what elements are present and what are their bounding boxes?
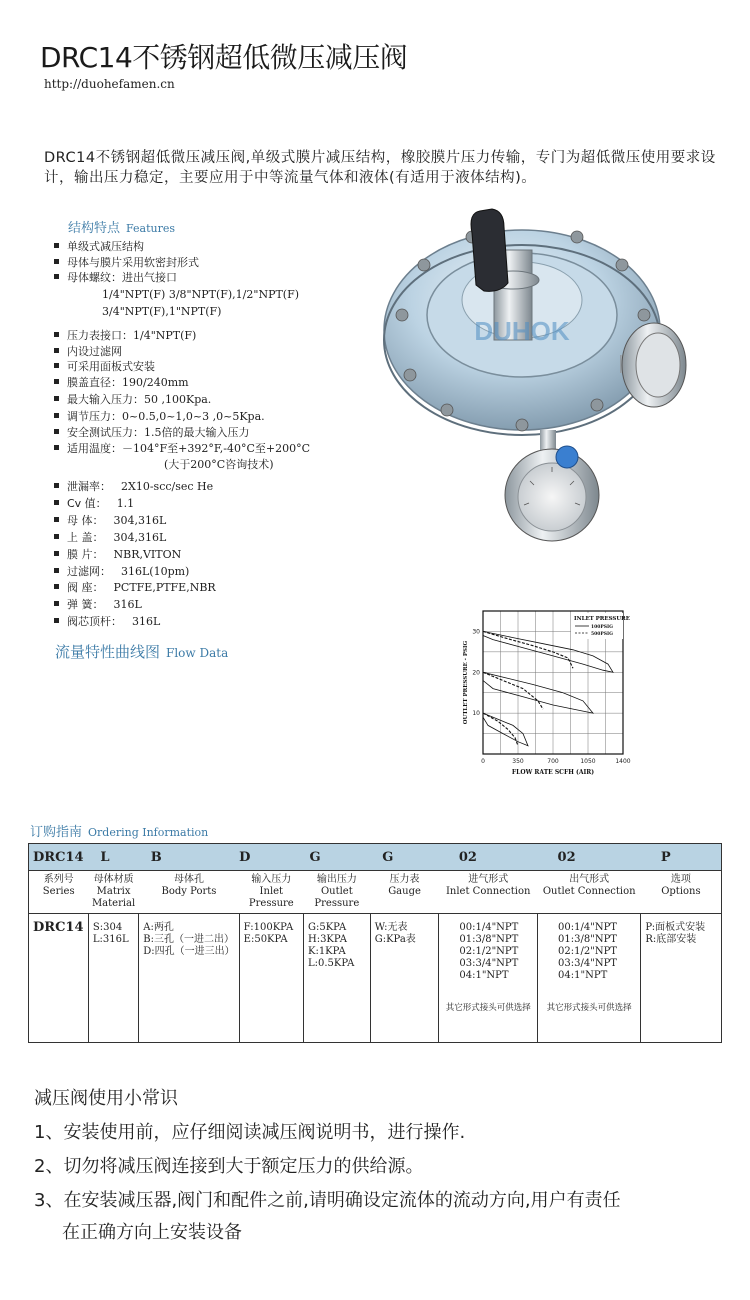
- feature-item: [54, 478, 213, 494]
- column-header-en: Outlet Pressure: [314, 886, 360, 909]
- column-header-en: Outlet Connection: [542, 886, 636, 897]
- legend-entry: 500PSIG: [591, 632, 613, 637]
- bullet-icon: [54, 445, 59, 450]
- connection-note: 其它形式接头可供选择: [546, 1003, 632, 1013]
- option-value: K:1KPA: [307, 946, 346, 957]
- feature-item: [54, 563, 189, 579]
- flow-chart: [455, 603, 655, 783]
- outlet-pressure-cell: [303, 914, 370, 1043]
- bullet-icon: [54, 363, 59, 368]
- bolt: [638, 309, 650, 321]
- column-header: [370, 871, 439, 914]
- column-header-cn: 进气形式: [468, 874, 509, 885]
- column-header-cn: 压力表: [389, 874, 420, 885]
- flow-heading-cn: 流量特性曲线图: [55, 643, 161, 661]
- code-cell: DRC14: [29, 844, 89, 871]
- option-value: 00:1/4"NPT: [558, 922, 617, 933]
- bolt: [571, 231, 583, 243]
- option-value: 03:3/4"NPT: [459, 958, 519, 969]
- tips-title: 减压阀使用小常识: [34, 1088, 178, 1109]
- feature-item: [54, 254, 199, 270]
- bullet-icon: [54, 517, 59, 522]
- legend-title: INLET PRESSURE: [574, 616, 630, 622]
- feature-item: [54, 579, 216, 595]
- feature-label: 安全测试压力：: [67, 426, 144, 439]
- feature-value: PCTFE,PTFE,NBR: [113, 581, 216, 594]
- feature-value: 316L(10pm): [121, 565, 190, 578]
- feature-item: [54, 529, 166, 545]
- code-cell: B: [139, 844, 239, 871]
- feature-item: [54, 358, 155, 374]
- feature-sub-line: (大于200°C咨询技术): [164, 458, 274, 471]
- y-tick-label: 30: [472, 628, 480, 636]
- column-header: [641, 871, 722, 914]
- series-value: DRC14: [33, 920, 84, 935]
- feature-label: 膜盖直径：: [67, 376, 122, 389]
- inlet-pressure-cell: [239, 914, 303, 1043]
- bolt: [396, 309, 408, 321]
- column-header-cn: 母体材质: [93, 874, 134, 885]
- column-header-cn: 母体孔: [173, 874, 204, 885]
- feature-item: [54, 269, 177, 285]
- feature-value: NBR,VITON: [113, 548, 182, 561]
- column-header-en: Inlet Pressure: [248, 886, 294, 909]
- feature-sub-line: 1/4"NPT(F) 3/8"NPT(F),1/2"NPT(F): [102, 288, 300, 301]
- material-cell: [88, 914, 138, 1043]
- feature-value: 316L: [132, 615, 161, 628]
- feature-value: 2X10-scc/sec He: [121, 480, 214, 493]
- option-value: G:5KPA: [307, 922, 347, 933]
- page-title: DRC14不锈钢超低微压减压阀: [40, 41, 408, 74]
- option-value: P:面板式安装: [645, 922, 706, 933]
- feature-item: [54, 424, 250, 440]
- flow-heading-en: Flow Data: [166, 646, 229, 660]
- column-header-en: Gauge: [388, 886, 421, 897]
- feature-label: 可采用面板式安装: [67, 360, 155, 373]
- outlet-connection-cell: [538, 914, 641, 1043]
- column-header: [239, 871, 303, 914]
- code-cell: G: [370, 844, 439, 871]
- code-cell: 02: [538, 844, 641, 871]
- inlet-connection-cell: [439, 914, 538, 1043]
- values-row: [29, 914, 722, 1043]
- feature-label: 母体螺纹：进出气接口: [67, 271, 177, 284]
- website-url[interactable]: http://duohefamen.cn: [44, 77, 175, 91]
- feature-item: [54, 512, 166, 528]
- column-header-en: Options: [661, 886, 701, 897]
- feature-value: 1.5倍的最大输入压力: [144, 426, 250, 439]
- tip-line: 3、在安装减压器,阀门和配件之前,请明确设定流体的流动方向,用户有责任: [34, 1190, 621, 1211]
- option-value: W:无表: [374, 922, 408, 933]
- bullet-icon: [54, 348, 59, 353]
- x-tick-label: 0: [481, 758, 485, 765]
- tip-line: 1、安装使用前，应仔细阅读减压阀说明书，进行操作.: [34, 1122, 466, 1143]
- bullet-icon: [54, 500, 59, 505]
- feature-value: 0~0.5,0~1,0~3 ,0~5Kpa.: [122, 410, 265, 423]
- ordering-heading: [30, 821, 208, 840]
- bullet-icon: [54, 534, 59, 539]
- code-cell: P: [641, 844, 722, 871]
- gauge-cell: [370, 914, 439, 1043]
- feature-value: 316L: [113, 598, 142, 611]
- bullet-icon: [54, 429, 59, 434]
- feature-label: 泄漏率：: [67, 480, 111, 493]
- code-cell: G: [303, 844, 370, 871]
- header-row: [29, 871, 722, 914]
- feature-label: 单级式减压结构: [67, 240, 144, 253]
- feature-item: [54, 495, 134, 511]
- features-heading-en: Features: [126, 222, 176, 235]
- feature-value: －104°F至+392°F,-40°C至+200°C: [122, 442, 311, 455]
- code-cell: L: [88, 844, 138, 871]
- feature-item: [54, 391, 211, 407]
- feature-value: 304,316L: [113, 531, 167, 544]
- ordering-heading-en: Ordering Information: [88, 826, 209, 839]
- bolt: [441, 404, 453, 416]
- usage-tips: [34, 1083, 621, 1249]
- flow-data-heading: [55, 641, 228, 662]
- bullet-icon: [54, 551, 59, 556]
- y-tick-label: 10: [472, 710, 480, 718]
- column-header-cn: 选项: [670, 874, 691, 885]
- bullet-icon: [54, 601, 59, 606]
- bolt: [418, 259, 430, 271]
- option-value: 04:1"NPT: [558, 970, 608, 981]
- column-header-en: Body Ports: [161, 886, 217, 897]
- bullet-icon: [54, 396, 59, 401]
- series-cell: [29, 914, 89, 1043]
- side-gauge-face: [636, 333, 680, 397]
- bullet-icon: [54, 243, 59, 248]
- bullet-icon: [54, 618, 59, 623]
- column-header: [439, 871, 538, 914]
- tip-line: 2、切勿将减压阀连接到大于额定压力的供给源。: [34, 1156, 424, 1177]
- column-header: [88, 871, 138, 914]
- feature-item: [54, 546, 181, 562]
- features-heading-cn: 结构特点: [68, 221, 121, 236]
- x-tick-label: 1050: [580, 758, 596, 765]
- option-value: 01:3/8"NPT: [459, 934, 519, 945]
- feature-label: 适用温度：: [67, 442, 122, 455]
- bolt: [516, 419, 528, 431]
- bullet-icon: [54, 274, 59, 279]
- x-tick-label: 700: [547, 758, 559, 765]
- feature-label: 阀芯顶杆：: [67, 615, 122, 628]
- option-value: H:3KPA: [307, 934, 347, 945]
- feature-label: 最大输入压力：: [67, 393, 144, 406]
- bullet-icon: [54, 584, 59, 589]
- feature-value: 304,316L: [113, 514, 167, 527]
- feature-value: 1/4"NPT(F): [133, 329, 197, 342]
- bullet-icon: [54, 483, 59, 488]
- bolt: [616, 259, 628, 271]
- feature-label: 过滤网：: [67, 565, 111, 578]
- feature-label: 母 体：: [67, 514, 104, 527]
- option-value: F:100KPA: [243, 922, 294, 933]
- option-value: 02:1/2"NPT: [558, 946, 617, 957]
- intro-paragraph: DRC14不锈钢超低微压减压阀,单级式膜片减压结构，橡胶膜片压力传输，专门为超低微压使用要求设计，输出压力稳定，主要应用于中等流量气体和液体(有适用于液体结构)。: [44, 150, 716, 186]
- gauge-fill-cap: [556, 446, 578, 468]
- feature-item: [54, 374, 189, 390]
- connection-note: 其它形式接头可供选择: [445, 1003, 531, 1013]
- option-value: B:三孔（一进二出）: [143, 934, 234, 945]
- series-line: [483, 631, 573, 668]
- feature-label: 母体与膜片采用软密封形式: [67, 256, 199, 269]
- regulator-product-image: [372, 205, 702, 550]
- tip-line: 在正确方向上安装设备: [62, 1222, 242, 1243]
- y-tick-label: 20: [472, 669, 480, 677]
- feature-label: 阀 座：: [67, 581, 104, 594]
- feature-label: 内设过滤网: [67, 345, 122, 358]
- option-value: 01:3/8"NPT: [558, 934, 617, 945]
- column-header: [139, 871, 239, 914]
- option-value: L:316L: [92, 934, 129, 945]
- features-heading: [68, 217, 175, 236]
- feature-label: 上 盖：: [67, 531, 104, 544]
- column-header-en: Matrix Material: [91, 886, 136, 909]
- ordering-heading-cn: 订购指南: [30, 825, 83, 840]
- feature-item: [54, 238, 144, 254]
- ports-cell: [139, 914, 239, 1043]
- bullet-icon: [54, 332, 59, 337]
- column-header-en: Inlet Connection: [445, 886, 531, 897]
- feature-item: [54, 327, 196, 343]
- ordering-table: [28, 843, 722, 1043]
- option-value: L:0.5KPA: [307, 958, 355, 969]
- column-header-cn: 输出压力: [316, 874, 357, 885]
- option-value: E:50KPA: [243, 934, 288, 945]
- feature-item: [54, 408, 265, 424]
- column-header-cn: 系列号: [43, 874, 74, 885]
- y-axis-label: OUTLET PRESSURE - PSIG: [463, 640, 469, 725]
- bullet-icon: [54, 568, 59, 573]
- column-header: [538, 871, 641, 914]
- feature-label: 弹 簧：: [67, 598, 104, 611]
- bottom-gauge-face: [518, 463, 586, 531]
- option-value: A:两孔: [143, 922, 174, 933]
- feature-label: 调节压力：: [67, 410, 122, 423]
- bullet-icon: [54, 413, 59, 418]
- option-value: 04:1"NPT: [459, 970, 509, 981]
- option-value: D:四孔（一进三出）: [143, 946, 235, 957]
- x-axis-label: FLOW RATE SCFH (AIR): [511, 769, 595, 776]
- series-line: [483, 713, 528, 746]
- watermark-text: DUHOK: [474, 316, 570, 346]
- x-tick-label: 1400: [615, 758, 631, 765]
- column-header: [303, 871, 370, 914]
- feature-label: 膜 片：: [67, 548, 104, 561]
- feature-value: 190/240mm: [122, 376, 189, 389]
- feature-item: [54, 596, 142, 612]
- adjust-knob: [471, 209, 508, 291]
- option-value: 00:1/4"NPT: [459, 922, 519, 933]
- column-header-cn: 输入压力: [251, 874, 292, 885]
- feature-value: 50 ,100Kpa.: [144, 393, 212, 406]
- option-value: G:KPa表: [374, 934, 416, 945]
- legend-entry: 100PSIG: [591, 625, 613, 630]
- option-value: R:底部安装: [645, 934, 697, 945]
- bullet-icon: [54, 379, 59, 384]
- series-line: [483, 672, 543, 709]
- feature-label: Cv 值：: [67, 497, 107, 510]
- feature-item: [54, 343, 122, 359]
- feature-label: 压力表接口：: [67, 329, 133, 342]
- feature-item: [54, 613, 160, 629]
- feature-sub-line: 3/4"NPT(F),1"NPT(F): [102, 305, 222, 318]
- bullet-icon: [54, 259, 59, 264]
- option-value: 03:3/4"NPT: [558, 958, 617, 969]
- feature-value: 1.1: [116, 497, 135, 510]
- option-value: S:304: [92, 922, 123, 933]
- bolt: [591, 399, 603, 411]
- column-header-en: Series: [42, 886, 75, 897]
- code-cell: D: [239, 844, 303, 871]
- option-value: 02:1/2"NPT: [459, 946, 519, 957]
- column-header-cn: 出气形式: [569, 874, 610, 885]
- feature-item: [54, 440, 310, 456]
- code-row: [29, 844, 722, 871]
- options-cell: [641, 914, 722, 1043]
- column-header: [29, 871, 89, 914]
- bolt: [404, 369, 416, 381]
- x-tick-label: 350: [512, 758, 524, 765]
- code-cell: 02: [439, 844, 538, 871]
